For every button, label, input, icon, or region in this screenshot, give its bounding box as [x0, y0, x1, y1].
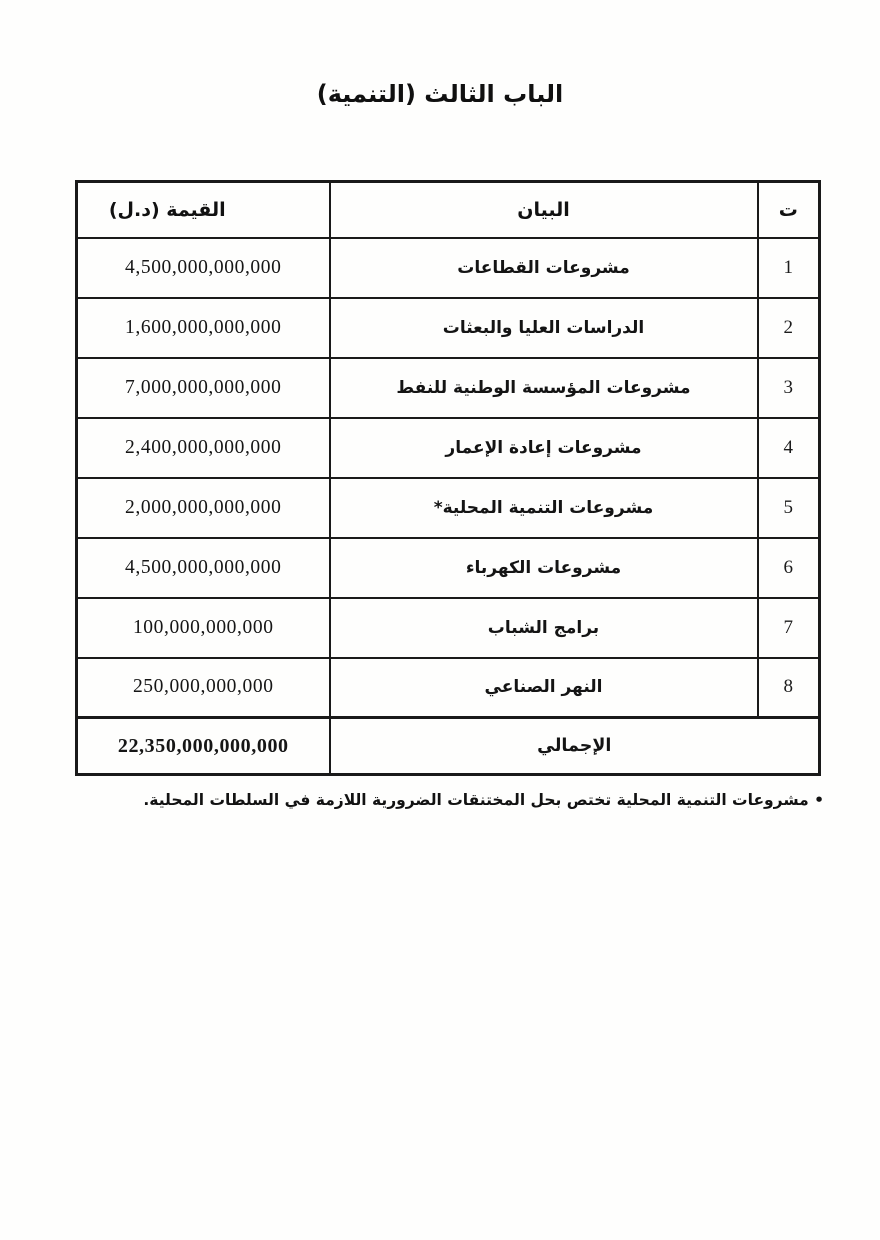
- row-description: برامج الشباب: [330, 598, 758, 658]
- row-index: 1: [758, 238, 820, 298]
- table-total-row: [77, 718, 820, 775]
- total-label: الإجمالي: [330, 718, 820, 775]
- column-header-index: ت: [758, 182, 820, 238]
- row-description: مشروعات إعادة الإعمار: [330, 418, 758, 478]
- total-value: 22,350,000,000,000: [77, 718, 330, 775]
- row-description: الدراسات العليا والبعثات: [330, 298, 758, 358]
- table-row: [77, 478, 820, 538]
- row-index: 7: [758, 598, 820, 658]
- table-row: [77, 598, 820, 658]
- column-header-value: القيمة (د.ل): [77, 182, 330, 238]
- table-row: [77, 538, 820, 598]
- row-value: 250,000,000,000: [77, 658, 330, 718]
- row-description: مشروعات المؤسسة الوطنية للنفط: [330, 358, 758, 418]
- budget-table: [75, 180, 821, 776]
- row-description: مشروعات القطاعات: [330, 238, 758, 298]
- table-row: [77, 358, 820, 418]
- table-row: [77, 298, 820, 358]
- page-title: الباب الثالث (التنمية): [316, 80, 564, 108]
- table-header-row: [77, 182, 820, 238]
- row-description: مشروعات الكهرباء: [330, 538, 758, 598]
- row-value: 1,600,000,000,000: [77, 298, 330, 358]
- row-index: 2: [758, 298, 820, 358]
- table-row: [77, 418, 820, 478]
- row-index: 8: [758, 658, 820, 718]
- row-value: 100,000,000,000: [77, 598, 330, 658]
- row-index: 5: [758, 478, 820, 538]
- row-index: 6: [758, 538, 820, 598]
- table-row: [77, 238, 820, 298]
- footnote: • مشروعات التنمية المحلية تختص بحل المختنقات الضرورية اللازمة في السلطات المحلية.: [143, 791, 824, 809]
- row-description: مشروعات التنمية المحلية*: [330, 478, 758, 538]
- row-value: 4,500,000,000,000: [77, 238, 330, 298]
- column-header-description: البيان: [330, 182, 758, 238]
- row-description: النهر الصناعي: [330, 658, 758, 718]
- table-row: [77, 658, 820, 718]
- row-value: 2,000,000,000,000: [77, 478, 330, 538]
- row-value: 2,400,000,000,000: [77, 418, 330, 478]
- row-value: 4,500,000,000,000: [77, 538, 330, 598]
- row-index: 4: [758, 418, 820, 478]
- row-value: 7,000,000,000,000: [77, 358, 330, 418]
- row-index: 3: [758, 358, 820, 418]
